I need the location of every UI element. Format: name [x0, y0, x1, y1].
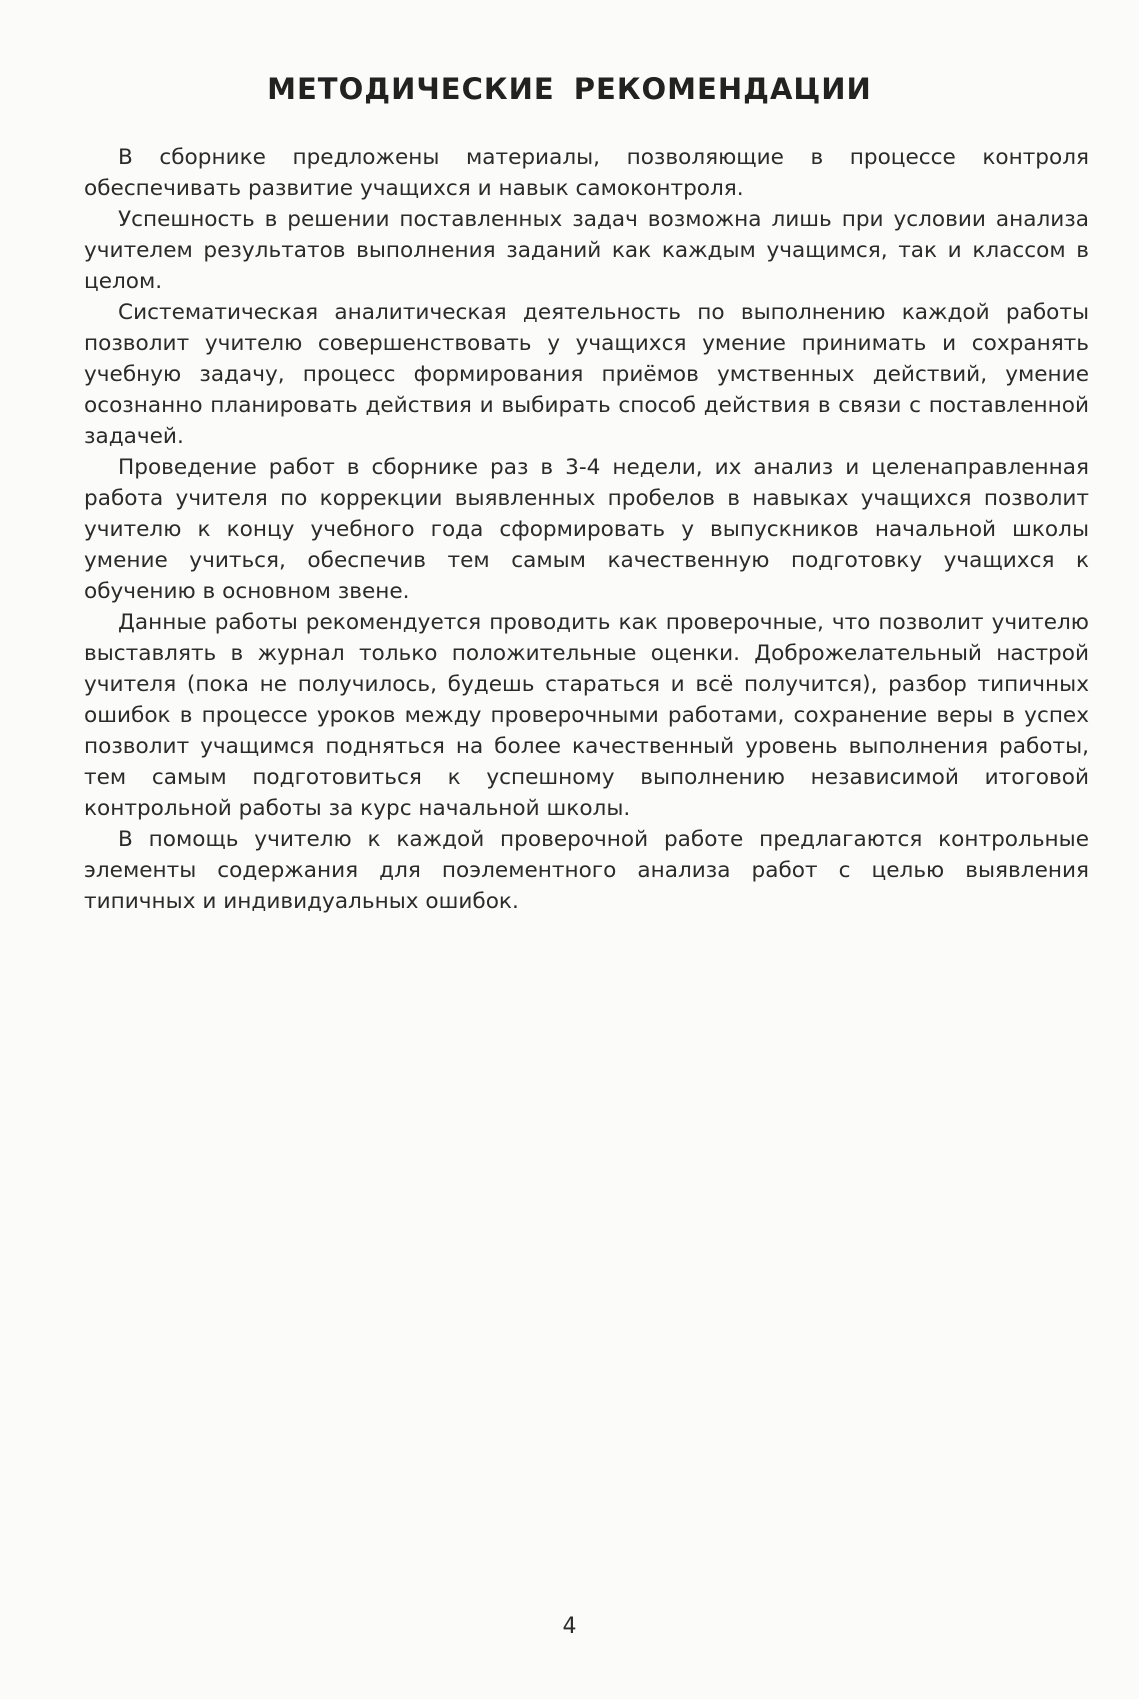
- paragraph-6: В помощь учителю к каждой проверочной работе предлагаются контрольные элементы содержания для поэлементного анализа работ с целью выявления типичных и индивидуальных ошибок.: [84, 827, 1089, 914]
- paragraph-5: Данные работы рекомендуется проводить как проверочные, что позволит учителю выставлять в журнал только положительные оценки. Доброжелательный настрой учителя (пока не получилось, будешь стараться и всё получится), разбор типичных ошибок в процессе уроков между проверочными работами, сохранение веры в успех позволит учащимся подняться на более качественный уровень выполнения работы, тем самым подготовиться к успешному выполнению независимой итоговой контрольной работы за курс начальной школы.: [84, 610, 1089, 821]
- paragraph-2: Успешность в решении поставленных задач возможна лишь при условии анализа учителем результатов выполнения заданий как каждым учащимся, так и классом в целом.: [84, 207, 1089, 294]
- paragraph-1: В сборнике предложены материалы, позволяющие в процессе контроля обеспечивать развитие учащихся и навык самоконтроля.: [84, 145, 1089, 201]
- paragraph-3: Систематическая аналитическая деятельность по выполнению каждой работы позволит учителю совершенствовать у учащихся умение принимать и сохранять учебную задачу, процесс формирования приёмов умственных действий, умение осознанно планировать действия и выбирать способ действия в связи с поставленной задачей.: [84, 300, 1089, 449]
- body-text: [84, 142, 1089, 917]
- page-number: 4: [562, 1614, 577, 1639]
- page-title: МЕТОДИЧЕСКИЕ РЕКОМЕНДАЦИИ: [267, 72, 872, 106]
- paragraph-4: Проведение работ в сборнике раз в 3-4 недели, их анализ и целенаправленная работа учителя по коррекции выявленных пробелов в навыках учащихся позволит учителю к концу учебного года сформировать у выпускников начальной школы умение учиться, обеспечив тем самым качественную подготовку учащихся к обучению в основном звене.: [84, 455, 1089, 604]
